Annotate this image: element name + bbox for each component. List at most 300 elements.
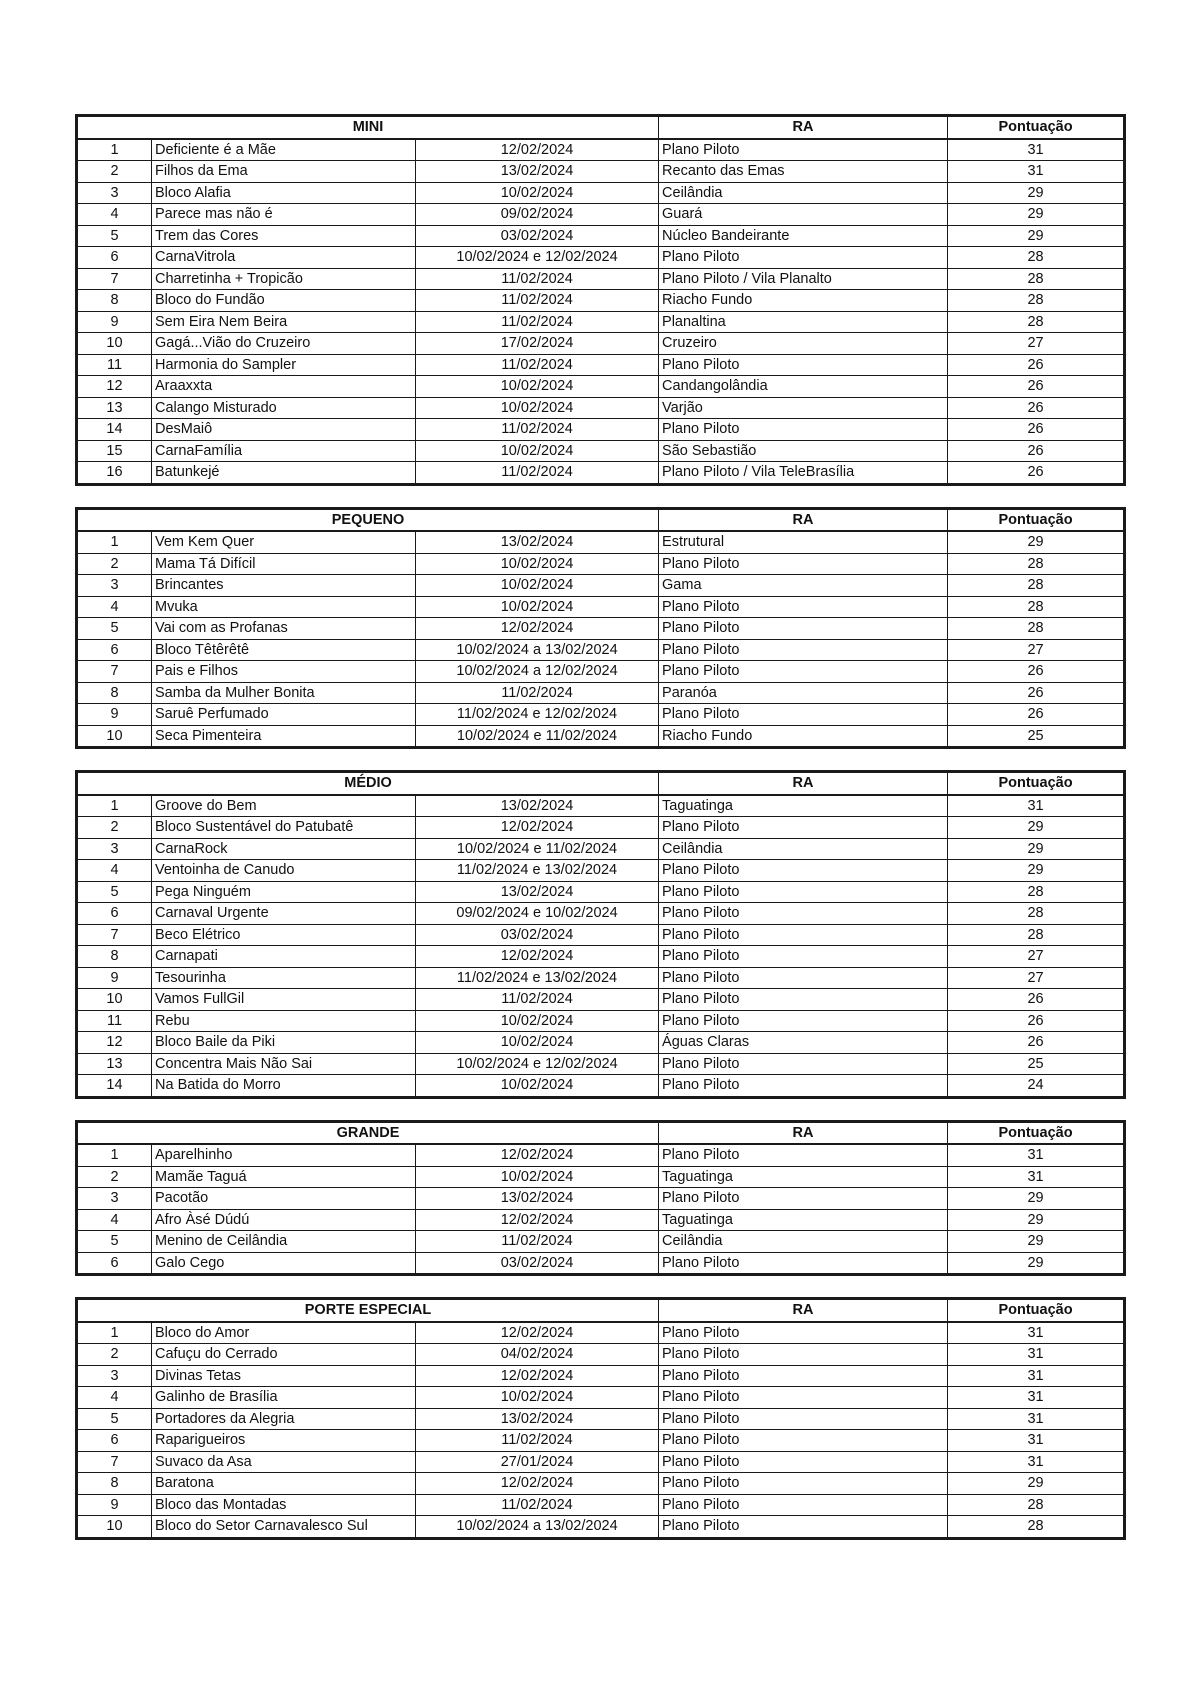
bloco-name-cell: Saruê Perfumado: [152, 704, 416, 726]
date-cell: 12/02/2024: [416, 1144, 659, 1166]
date-cell: 09/02/2024: [416, 204, 659, 226]
bloco-name-cell: Rebu: [152, 1010, 416, 1032]
rank-cell: 8: [77, 682, 152, 704]
score-cell: 26: [948, 661, 1125, 683]
score-cell: 28: [948, 596, 1125, 618]
table-row: [77, 311, 1125, 333]
ra-cell: Plano Piloto: [659, 354, 948, 376]
date-cell: 11/02/2024: [416, 1430, 659, 1452]
date-cell: 10/02/2024 e 12/02/2024: [416, 1053, 659, 1075]
bloco-name-cell: Vai com as Profanas: [152, 618, 416, 640]
bloco-name-cell: Beco Elétrico: [152, 924, 416, 946]
bloco-name-cell: Bloco do Setor Carnavalesco Sul: [152, 1516, 416, 1539]
table-row: [77, 1010, 1125, 1032]
date-cell: 13/02/2024: [416, 1188, 659, 1210]
rank-cell: 7: [77, 1451, 152, 1473]
score-cell: 31: [948, 795, 1125, 817]
score-cell: 24: [948, 1075, 1125, 1098]
score-cell: 29: [948, 860, 1125, 882]
score-cell: 29: [948, 225, 1125, 247]
rank-cell: 7: [77, 924, 152, 946]
ra-cell: Plano Piloto: [659, 989, 948, 1011]
ra-cell: Plano Piloto: [659, 618, 948, 640]
rank-cell: 6: [77, 639, 152, 661]
rank-cell: 10: [77, 1516, 152, 1539]
rank-cell: 6: [77, 1430, 152, 1452]
ra-cell: Plano Piloto: [659, 1494, 948, 1516]
ra-column-header: RA: [659, 508, 948, 531]
score-cell: 26: [948, 376, 1125, 398]
bloco-name-cell: Filhos da Ema: [152, 161, 416, 183]
table-row: [77, 1473, 1125, 1495]
table-row: [77, 946, 1125, 968]
bloco-name-cell: Tesourinha: [152, 967, 416, 989]
date-cell: 13/02/2024: [416, 795, 659, 817]
ranking-table-grande: [75, 1120, 1126, 1277]
table-row: [77, 838, 1125, 860]
date-cell: 04/02/2024: [416, 1344, 659, 1366]
rank-cell: 1: [77, 531, 152, 553]
rank-cell: 3: [77, 1365, 152, 1387]
rank-cell: 2: [77, 161, 152, 183]
bloco-name-cell: Bloco das Montadas: [152, 1494, 416, 1516]
bloco-name-cell: Bloco do Amor: [152, 1322, 416, 1344]
table-row: [77, 204, 1125, 226]
table-row: [77, 725, 1125, 748]
ranking-table-m-dio: [75, 770, 1126, 1099]
table-row: [77, 1430, 1125, 1452]
date-cell: 11/02/2024: [416, 682, 659, 704]
category-title: PORTE ESPECIAL: [77, 1299, 659, 1322]
score-cell: 28: [948, 618, 1125, 640]
ra-cell: Núcleo Bandeirante: [659, 225, 948, 247]
bloco-name-cell: Menino de Ceilândia: [152, 1231, 416, 1253]
bloco-name-cell: Bloco Baile da Piki: [152, 1032, 416, 1054]
table-row: [77, 1166, 1125, 1188]
score-cell: 26: [948, 397, 1125, 419]
ra-cell: Plano Piloto: [659, 1516, 948, 1539]
ra-column-header: RA: [659, 772, 948, 795]
rank-cell: 10: [77, 725, 152, 748]
bloco-name-cell: Afro Àsé Dúdú: [152, 1209, 416, 1231]
bloco-name-cell: Cafuçu do Cerrado: [152, 1344, 416, 1366]
table-row: [77, 661, 1125, 683]
bloco-name-cell: Mvuka: [152, 596, 416, 618]
rank-cell: 5: [77, 1408, 152, 1430]
ra-cell: Plano Piloto: [659, 1473, 948, 1495]
ra-cell: Plano Piloto / Vila Planalto: [659, 268, 948, 290]
date-cell: 10/02/2024: [416, 182, 659, 204]
ra-cell: Águas Claras: [659, 1032, 948, 1054]
rank-cell: 16: [77, 462, 152, 485]
ra-cell: Plano Piloto: [659, 661, 948, 683]
bloco-name-cell: Pacotão: [152, 1188, 416, 1210]
score-cell: 29: [948, 204, 1125, 226]
table-row: [77, 462, 1125, 485]
ra-column-header: RA: [659, 116, 948, 139]
bloco-name-cell: Bloco Têtêrêtê: [152, 639, 416, 661]
date-cell: 13/02/2024: [416, 531, 659, 553]
table-row: [77, 376, 1125, 398]
ra-cell: Riacho Fundo: [659, 290, 948, 312]
ra-cell: Candangolândia: [659, 376, 948, 398]
ranking-table-mini: [75, 114, 1126, 486]
date-cell: 11/02/2024 e 13/02/2024: [416, 967, 659, 989]
score-cell: 31: [948, 139, 1125, 161]
bloco-name-cell: Bloco Alafia: [152, 182, 416, 204]
score-column-header: Pontuação: [948, 772, 1125, 795]
date-cell: 12/02/2024: [416, 618, 659, 640]
date-cell: 12/02/2024: [416, 1209, 659, 1231]
score-cell: 29: [948, 1188, 1125, 1210]
table-row: [77, 247, 1125, 269]
category-title: PEQUENO: [77, 508, 659, 531]
category-title: MINI: [77, 116, 659, 139]
score-cell: 29: [948, 1473, 1125, 1495]
table-row: [77, 682, 1125, 704]
ra-cell: Plano Piloto: [659, 1010, 948, 1032]
ra-cell: Plano Piloto: [659, 860, 948, 882]
rank-cell: 7: [77, 268, 152, 290]
table-row: [77, 1365, 1125, 1387]
date-cell: 10/02/2024: [416, 440, 659, 462]
rank-cell: 15: [77, 440, 152, 462]
table-row: [77, 1231, 1125, 1253]
score-cell: 28: [948, 881, 1125, 903]
score-cell: 28: [948, 1494, 1125, 1516]
date-cell: 10/02/2024 a 13/02/2024: [416, 1516, 659, 1539]
table-row: [77, 333, 1125, 355]
table-row: [77, 903, 1125, 925]
date-cell: 10/02/2024: [416, 376, 659, 398]
bloco-name-cell: Ventoinha de Canudo: [152, 860, 416, 882]
ra-cell: Plano Piloto: [659, 1144, 948, 1166]
bloco-name-cell: Vamos FullGil: [152, 989, 416, 1011]
rank-cell: 2: [77, 1344, 152, 1366]
table-row: [77, 575, 1125, 597]
bloco-name-cell: Galo Cego: [152, 1252, 416, 1275]
date-cell: 11/02/2024: [416, 462, 659, 485]
rank-cell: 6: [77, 903, 152, 925]
bloco-name-cell: Concentra Mais Não Sai: [152, 1053, 416, 1075]
bloco-name-cell: Mama Tá Difícil: [152, 553, 416, 575]
category-title: MÉDIO: [77, 772, 659, 795]
rank-cell: 9: [77, 1494, 152, 1516]
ra-column-header: RA: [659, 1121, 948, 1144]
table-row: [77, 860, 1125, 882]
ranking-table-pequeno: [75, 507, 1126, 750]
ra-cell: Taguatinga: [659, 1209, 948, 1231]
bloco-name-cell: Brincantes: [152, 575, 416, 597]
ra-cell: Gama: [659, 575, 948, 597]
rank-cell: 13: [77, 1053, 152, 1075]
rank-cell: 3: [77, 182, 152, 204]
date-cell: 27/01/2024: [416, 1451, 659, 1473]
bloco-name-cell: Baratona: [152, 1473, 416, 1495]
score-cell: 25: [948, 725, 1125, 748]
date-cell: 10/02/2024 e 11/02/2024: [416, 725, 659, 748]
score-cell: 28: [948, 924, 1125, 946]
rank-cell: 6: [77, 1252, 152, 1275]
ra-cell: Plano Piloto: [659, 639, 948, 661]
bloco-name-cell: Raparigueiros: [152, 1430, 416, 1452]
bloco-name-cell: Carnaval Urgente: [152, 903, 416, 925]
bloco-name-cell: Charretinha + Tropicão: [152, 268, 416, 290]
bloco-name-cell: Pega Ninguém: [152, 881, 416, 903]
table-row: [77, 161, 1125, 183]
rank-cell: 1: [77, 1144, 152, 1166]
date-cell: 12/02/2024: [416, 946, 659, 968]
rank-cell: 7: [77, 661, 152, 683]
bloco-name-cell: Carnapati: [152, 946, 416, 968]
score-cell: 28: [948, 311, 1125, 333]
ra-cell: Plano Piloto: [659, 419, 948, 441]
score-cell: 31: [948, 1166, 1125, 1188]
ra-cell: Ceilândia: [659, 838, 948, 860]
bloco-name-cell: Vem Kem Quer: [152, 531, 416, 553]
table-row: [77, 924, 1125, 946]
ranking-table-porte-especial: [75, 1297, 1126, 1540]
rank-cell: 2: [77, 1166, 152, 1188]
rank-cell: 5: [77, 225, 152, 247]
ra-cell: Recanto das Emas: [659, 161, 948, 183]
date-cell: 03/02/2024: [416, 1252, 659, 1275]
ra-cell: Plano Piloto: [659, 1322, 948, 1344]
ra-cell: Plano Piloto: [659, 553, 948, 575]
rank-cell: 9: [77, 704, 152, 726]
score-cell: 29: [948, 182, 1125, 204]
table-row: [77, 795, 1125, 817]
table-row: [77, 1188, 1125, 1210]
score-cell: 29: [948, 531, 1125, 553]
bloco-name-cell: Parece mas não é: [152, 204, 416, 226]
date-cell: 10/02/2024: [416, 596, 659, 618]
table-row: [77, 268, 1125, 290]
score-cell: 28: [948, 575, 1125, 597]
bloco-name-cell: Suvaco da Asa: [152, 1451, 416, 1473]
bloco-name-cell: Aparelhinho: [152, 1144, 416, 1166]
score-cell: 28: [948, 903, 1125, 925]
ra-cell: Plano Piloto: [659, 1430, 948, 1452]
table-header-row: [77, 508, 1125, 531]
rank-cell: 4: [77, 1209, 152, 1231]
bloco-name-cell: Deficiente é a Mãe: [152, 139, 416, 161]
date-cell: 12/02/2024: [416, 1473, 659, 1495]
score-column-header: Pontuação: [948, 508, 1125, 531]
rank-cell: 14: [77, 419, 152, 441]
score-cell: 26: [948, 462, 1125, 485]
ra-cell: Planaltina: [659, 311, 948, 333]
bloco-name-cell: Bloco do Fundão: [152, 290, 416, 312]
date-cell: 12/02/2024: [416, 139, 659, 161]
rank-cell: 12: [77, 376, 152, 398]
ra-cell: Taguatinga: [659, 1166, 948, 1188]
bloco-name-cell: Trem das Cores: [152, 225, 416, 247]
rank-cell: 14: [77, 1075, 152, 1098]
ra-cell: Plano Piloto: [659, 1075, 948, 1098]
score-cell: 26: [948, 1032, 1125, 1054]
rank-cell: 11: [77, 1010, 152, 1032]
ra-cell: Taguatinga: [659, 795, 948, 817]
table-row: [77, 1408, 1125, 1430]
ra-cell: Ceilândia: [659, 1231, 948, 1253]
rank-cell: 10: [77, 333, 152, 355]
table-row: [77, 704, 1125, 726]
date-cell: 10/02/2024 e 11/02/2024: [416, 838, 659, 860]
date-cell: 12/02/2024: [416, 817, 659, 839]
bloco-name-cell: Galinho de Brasília: [152, 1387, 416, 1409]
date-cell: 10/02/2024: [416, 397, 659, 419]
bloco-name-cell: Na Batida do Morro: [152, 1075, 416, 1098]
ra-cell: Plano Piloto: [659, 1344, 948, 1366]
score-cell: 27: [948, 639, 1125, 661]
table-row: [77, 881, 1125, 903]
table-row: [77, 1516, 1125, 1539]
table-row: [77, 225, 1125, 247]
ra-cell: Riacho Fundo: [659, 725, 948, 748]
date-cell: 12/02/2024: [416, 1365, 659, 1387]
rank-cell: 3: [77, 838, 152, 860]
rank-cell: 8: [77, 290, 152, 312]
ra-cell: Ceilândia: [659, 182, 948, 204]
date-cell: 10/02/2024 a 12/02/2024: [416, 661, 659, 683]
rank-cell: 1: [77, 795, 152, 817]
table-row: [77, 618, 1125, 640]
bloco-name-cell: Groove do Bem: [152, 795, 416, 817]
table-row: [77, 182, 1125, 204]
date-cell: 10/02/2024: [416, 1075, 659, 1098]
ra-cell: Plano Piloto: [659, 139, 948, 161]
score-cell: 31: [948, 1365, 1125, 1387]
score-column-header: Pontuação: [948, 1121, 1125, 1144]
score-column-header: Pontuação: [948, 116, 1125, 139]
score-cell: 31: [948, 161, 1125, 183]
bloco-name-cell: Bloco Sustentável do Patubatê: [152, 817, 416, 839]
date-cell: 11/02/2024: [416, 268, 659, 290]
table-row: [77, 1344, 1125, 1366]
rank-cell: 5: [77, 881, 152, 903]
table-row: [77, 989, 1125, 1011]
score-cell: 31: [948, 1451, 1125, 1473]
score-cell: 28: [948, 1516, 1125, 1539]
table-row: [77, 419, 1125, 441]
score-cell: 31: [948, 1344, 1125, 1366]
score-cell: 29: [948, 817, 1125, 839]
score-cell: 31: [948, 1387, 1125, 1409]
bloco-name-cell: CarnaFamília: [152, 440, 416, 462]
table-header-row: [77, 1299, 1125, 1322]
date-cell: 10/02/2024: [416, 1010, 659, 1032]
rank-cell: 2: [77, 817, 152, 839]
table-row: [77, 639, 1125, 661]
table-row: [77, 817, 1125, 839]
score-cell: 25: [948, 1053, 1125, 1075]
date-cell: 10/02/2024: [416, 553, 659, 575]
table-row: [77, 139, 1125, 161]
date-cell: 11/02/2024 e 12/02/2024: [416, 704, 659, 726]
score-cell: 26: [948, 1010, 1125, 1032]
ranking-document: [75, 114, 1123, 1561]
score-cell: 26: [948, 419, 1125, 441]
date-cell: 11/02/2024 e 13/02/2024: [416, 860, 659, 882]
table-row: [77, 397, 1125, 419]
rank-cell: 5: [77, 618, 152, 640]
bloco-name-cell: Divinas Tetas: [152, 1365, 416, 1387]
rank-cell: 4: [77, 596, 152, 618]
table-row: [77, 967, 1125, 989]
bloco-name-cell: Portadores da Alegria: [152, 1408, 416, 1430]
score-cell: 31: [948, 1430, 1125, 1452]
date-cell: 11/02/2024: [416, 1231, 659, 1253]
rank-cell: 6: [77, 247, 152, 269]
rank-cell: 11: [77, 354, 152, 376]
date-cell: 11/02/2024: [416, 311, 659, 333]
table-header-row: [77, 772, 1125, 795]
date-cell: 10/02/2024: [416, 575, 659, 597]
date-cell: 11/02/2024: [416, 354, 659, 376]
rank-cell: 12: [77, 1032, 152, 1054]
score-cell: 28: [948, 247, 1125, 269]
table-row: [77, 1387, 1125, 1409]
table-row: [77, 290, 1125, 312]
rank-cell: 10: [77, 989, 152, 1011]
table-row: [77, 1322, 1125, 1344]
ra-cell: Guará: [659, 204, 948, 226]
date-cell: 10/02/2024: [416, 1166, 659, 1188]
ra-cell: Plano Piloto: [659, 1451, 948, 1473]
rank-cell: 4: [77, 1387, 152, 1409]
bloco-name-cell: DesMaiô: [152, 419, 416, 441]
bloco-name-cell: Mamãe Taguá: [152, 1166, 416, 1188]
score-cell: 29: [948, 838, 1125, 860]
table-row: [77, 596, 1125, 618]
table-row: [77, 1451, 1125, 1473]
ra-cell: Plano Piloto: [659, 967, 948, 989]
table-row: [77, 1252, 1125, 1275]
date-cell: 10/02/2024: [416, 1387, 659, 1409]
score-cell: 29: [948, 1231, 1125, 1253]
date-cell: 13/02/2024: [416, 881, 659, 903]
score-cell: 29: [948, 1209, 1125, 1231]
date-cell: 11/02/2024: [416, 1494, 659, 1516]
date-cell: 12/02/2024: [416, 1322, 659, 1344]
rank-cell: 1: [77, 1322, 152, 1344]
ra-cell: São Sebastião: [659, 440, 948, 462]
date-cell: 09/02/2024 e 10/02/2024: [416, 903, 659, 925]
date-cell: 11/02/2024: [416, 419, 659, 441]
bloco-name-cell: Samba da Mulher Bonita: [152, 682, 416, 704]
ra-cell: Paranóa: [659, 682, 948, 704]
ra-cell: Plano Piloto / Vila TeleBrasília: [659, 462, 948, 485]
date-cell: 17/02/2024: [416, 333, 659, 355]
table-row: [77, 1032, 1125, 1054]
score-cell: 29: [948, 1252, 1125, 1275]
table-row: [77, 354, 1125, 376]
bloco-name-cell: Pais e Filhos: [152, 661, 416, 683]
date-cell: 03/02/2024: [416, 225, 659, 247]
bloco-name-cell: CarnaRock: [152, 838, 416, 860]
score-cell: 31: [948, 1322, 1125, 1344]
score-cell: 27: [948, 946, 1125, 968]
ra-cell: Plano Piloto: [659, 1053, 948, 1075]
ra-cell: Plano Piloto: [659, 1408, 948, 1430]
date-cell: 11/02/2024: [416, 989, 659, 1011]
date-cell: 11/02/2024: [416, 290, 659, 312]
table-row: [77, 1209, 1125, 1231]
ra-cell: Plano Piloto: [659, 817, 948, 839]
table-row: [77, 440, 1125, 462]
bloco-name-cell: Harmonia do Sampler: [152, 354, 416, 376]
